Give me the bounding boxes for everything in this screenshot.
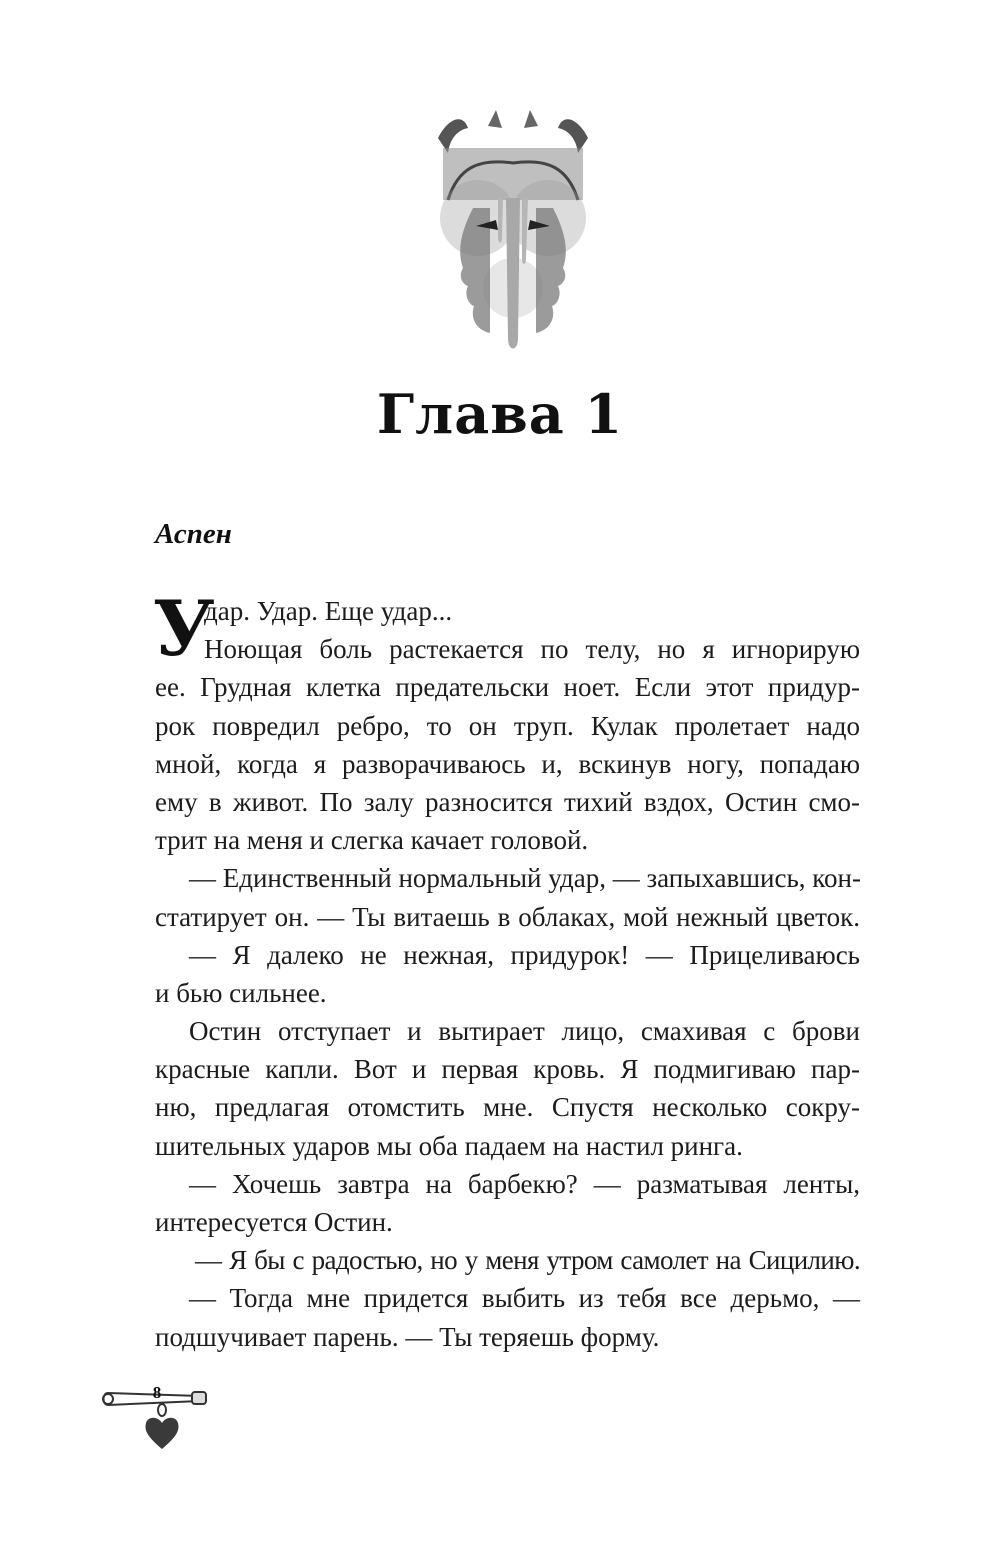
text-line: красные капли. Вот и первая кровь. Я подмигиваю пар-	[155, 1054, 860, 1085]
text-line: Остин отступает и вытирает лицо, смахивая с брови	[189, 1016, 860, 1047]
chapter-title: Глава 1	[376, 382, 624, 446]
text-line: — Единственный нормальный удар, — запыхавшись, кон-	[189, 863, 861, 894]
text-line: шительных ударов мы оба падаем на настил ринга.	[155, 1130, 743, 1161]
text-line: рок повредил ребро, то он труп. Кулак пролетает надо	[155, 710, 860, 741]
text-line: — Тогда мне придется выбить из тебя все дерьмо, —	[189, 1283, 860, 1314]
text-line: ему в живот. По залу разносится тихий вздох, Остин смо-	[155, 786, 860, 817]
text-line: трит на меня и слегка качает головой.	[155, 825, 589, 856]
text-line: мной, когда я разворачиваюсь и, вскинув ногу, попадаю	[155, 748, 860, 779]
text-line: и бью сильнее.	[155, 977, 327, 1008]
text-line: — Я далеко не нежная, придурок! — Прицеливаюсь	[189, 939, 860, 970]
safety-pin-heart-icon	[100, 1363, 210, 1453]
text-line: интересуется Остин.	[155, 1207, 393, 1237]
text-line: — Я бы с радостью, но у меня утром самолет на Сицилию.	[195, 1245, 860, 1276]
text-line: ее. Грудная клетка предательски ноет. Если этот придур-	[155, 672, 860, 703]
text-line: ню, предлагая отомстить мне. Спустя несколько сокру-	[155, 1092, 860, 1123]
pov-character-name: Аспен	[155, 518, 232, 550]
text-line: статирует он. — Ты витаешь в облаках, мой нежный цветок.	[155, 901, 860, 932]
text-line: дар. Удар. Еще удар...	[204, 596, 453, 626]
text-line: — Хочешь завтра на барбекю? — разматывая ленты,	[189, 1168, 860, 1199]
page-number: 8	[152, 1383, 162, 1402]
two-faces-emblem-icon	[418, 108, 608, 368]
body-text	[153, 584, 861, 1356]
text-line: подшучивает парень. — Ты теряешь форму.	[155, 1321, 660, 1352]
drop-cap-letter: У	[153, 584, 215, 673]
text-line: Ноющая боль растекается по телу, но я игнорирую	[204, 634, 860, 665]
